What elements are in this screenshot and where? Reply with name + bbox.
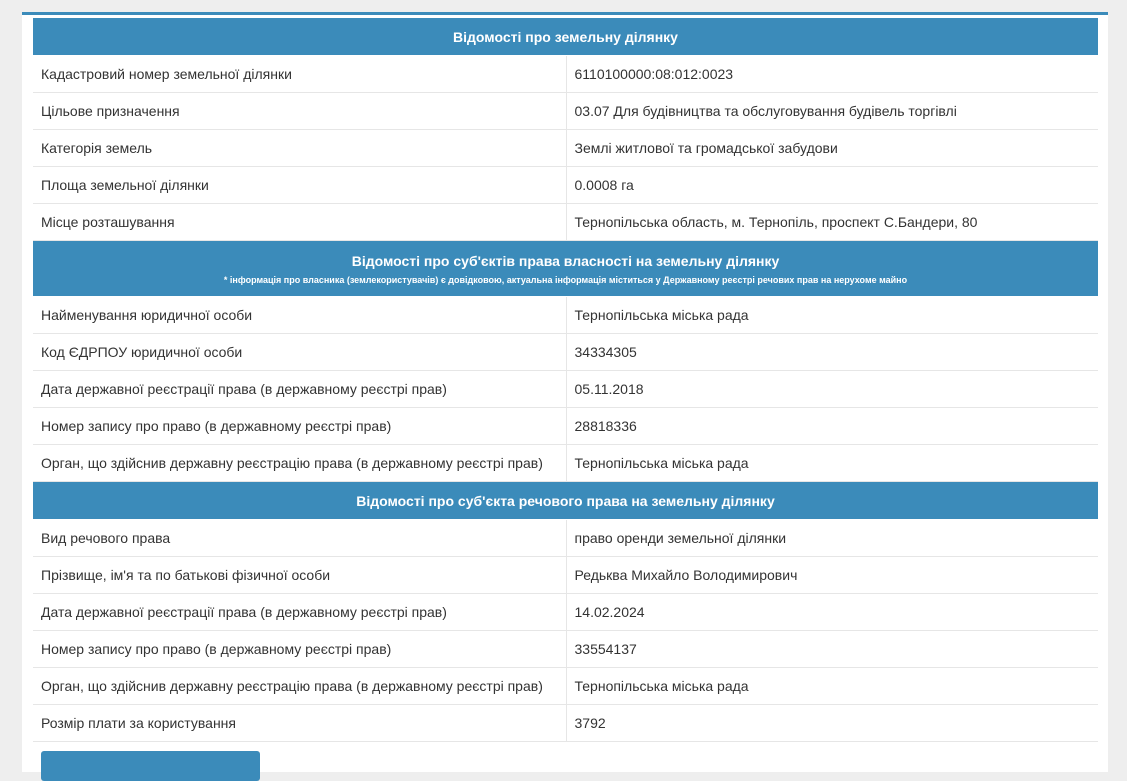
row-label-owner-registration-authority: Орган, що здійснив державну реєстрацію права (в державному реєстрі прав) (33, 445, 566, 482)
row-label-usage-fee: Розмір плати за користування (33, 705, 566, 742)
section-title-land: Відомості про земельну ділянку (33, 18, 1098, 56)
table-row (33, 56, 1098, 93)
table-row (33, 130, 1098, 167)
table-row (33, 93, 1098, 130)
row-value-right-record-number: 33554137 (566, 631, 1098, 668)
table-row (33, 445, 1098, 482)
row-value-legal-entity-name: Тернопільська міська рада (566, 297, 1098, 334)
row-label-person-name: Прізвище, ім'я та по батькові фізичної особи (33, 557, 566, 594)
table-row (33, 408, 1098, 445)
table-row (33, 167, 1098, 204)
row-value-edrpou-code: 34334305 (566, 334, 1098, 371)
section-header-right (33, 482, 1098, 520)
row-value-cadastral-number: 6110100000:08:012:0023 (566, 56, 1098, 93)
table-row (33, 557, 1098, 594)
land-info-panel (22, 12, 1108, 772)
row-label-right-record-number: Номер запису про право (в державному реєстрі прав) (33, 631, 566, 668)
row-label-right-type: Вид речового права (33, 520, 566, 557)
table-row (33, 297, 1098, 334)
table-row (33, 705, 1098, 742)
row-label-purpose: Цільове призначення (33, 93, 566, 130)
row-value-land-category: Землі житлової та громадської забудови (566, 130, 1098, 167)
section-header-owner (33, 241, 1098, 297)
owner-info-note: * інформація про власника (землекористувачів) є довідковою, актуальна інформація міститься у Державному реєстрі речових прав на нерухоме майно (223, 274, 908, 285)
section-header-land (33, 18, 1098, 56)
row-value-usage-fee: 3792 (566, 705, 1098, 742)
row-value-area: 0.0008 га (566, 167, 1098, 204)
row-value-person-name: Редьква Михайло Володимирович (566, 557, 1098, 594)
row-value-right-type: право оренди земельної ділянки (566, 520, 1098, 557)
row-label-land-category: Категорія земель (33, 130, 566, 167)
row-value-owner-registration-date: 05.11.2018 (566, 371, 1098, 408)
table-row (33, 520, 1098, 557)
row-label-owner-registration-date: Дата державної реєстрації права (в державному реєстрі прав) (33, 371, 566, 408)
table-row (33, 668, 1098, 705)
row-label-location: Місце розташування (33, 204, 566, 241)
action-button[interactable] (41, 751, 260, 781)
row-label-right-registration-authority: Орган, що здійснив державну реєстрацію права (в державному реєстрі прав) (33, 668, 566, 705)
row-label-legal-entity-name: Найменування юридичної особи (33, 297, 566, 334)
section-title-right: Відомості про суб'єкта речового права на земельну ділянку (33, 482, 1098, 520)
row-label-area: Площа земельної ділянки (33, 167, 566, 204)
row-value-owner-registration-authority: Тернопільська міська рада (566, 445, 1098, 482)
table-row (33, 594, 1098, 631)
row-label-edrpou-code: Код ЄДРПОУ юридичної особи (33, 334, 566, 371)
row-value-owner-record-number: 28818336 (566, 408, 1098, 445)
table-row (33, 334, 1098, 371)
row-value-right-registration-date: 14.02.2024 (566, 594, 1098, 631)
row-value-purpose: 03.07 Для будівництва та обслуговування будівель торгівлі (566, 93, 1098, 130)
section-header-owner-cell (33, 241, 1098, 297)
row-label-right-registration-date: Дата державної реєстрації права (в державному реєстрі прав) (33, 594, 566, 631)
land-info-table (33, 18, 1098, 742)
row-label-owner-record-number: Номер запису про право (в державному реєстрі прав) (33, 408, 566, 445)
table-row (33, 204, 1098, 241)
row-value-location: Тернопільська область, м. Тернопіль, проспект С.Бандери, 80 (566, 204, 1098, 241)
row-value-right-registration-authority: Тернопільська міська рада (566, 668, 1098, 705)
table-row (33, 371, 1098, 408)
table-row (33, 631, 1098, 668)
section-title-owner: Відомості про суб'єктів права власності на земельну ділянку (351, 252, 780, 269)
row-label-cadastral-number: Кадастровий номер земельної ділянки (33, 56, 566, 93)
